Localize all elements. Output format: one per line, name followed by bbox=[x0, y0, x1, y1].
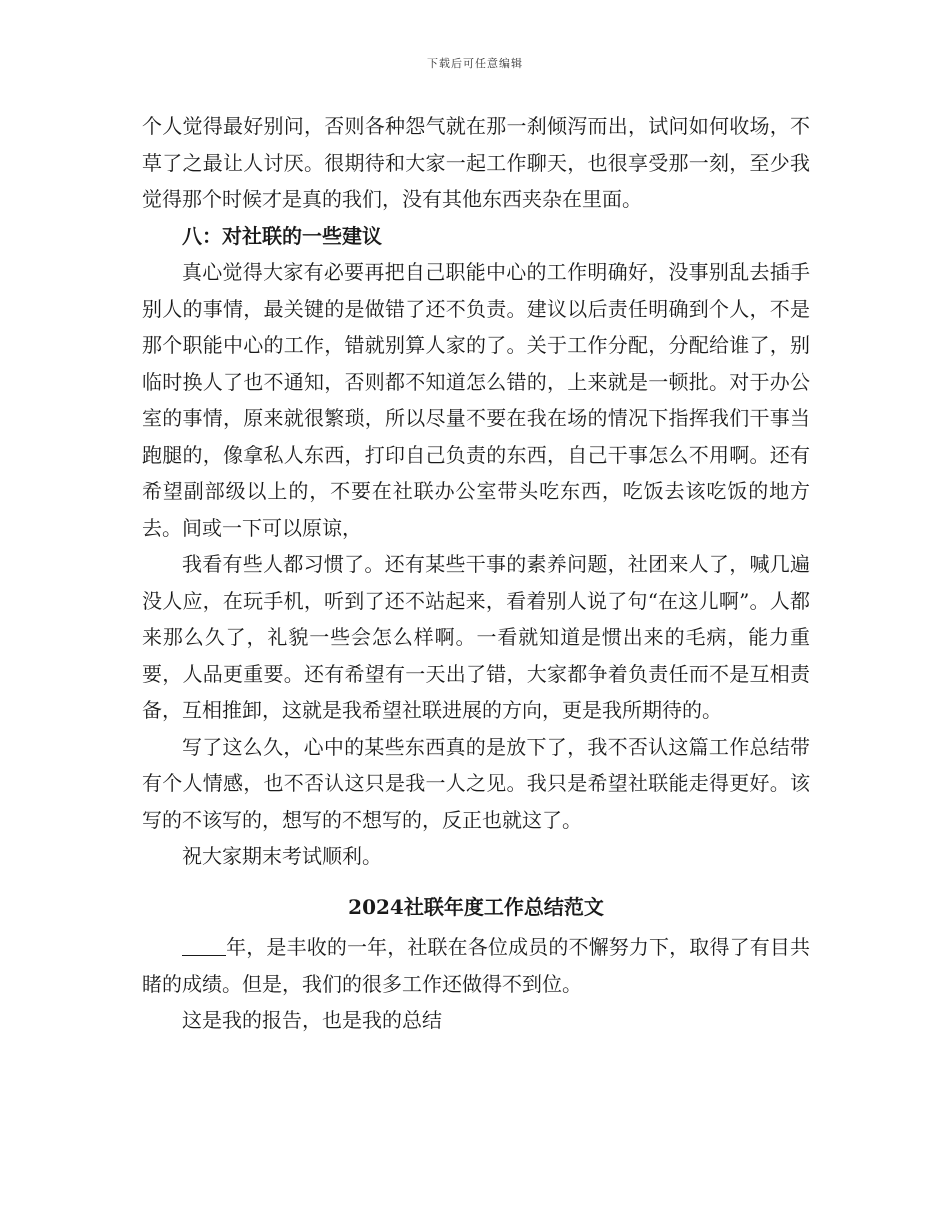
paragraph: 个人觉得最好别问，否则各种怨气就在那一刹倾泻而出，试问如何收场，不草了之最让人讨厌。很期待和大家一起工作聊天，也很享受那一刻，至少我觉得那个时候才是真的我们，没有其他东西夹杂在里面。 bbox=[142, 114, 810, 211]
paragraph-text: 年，是丰收的一年，社联在各位成员的不懈努力下，取得了有目共睹的成绩。但是，我们的很多工作还做得不到位。 bbox=[142, 935, 810, 996]
paragraph: 这是我的报告，也是我的总结 bbox=[182, 1008, 442, 1032]
document-title: 2024社联年度工作总结范文 bbox=[348, 894, 604, 919]
fill-in-blank bbox=[182, 935, 226, 956]
paragraph: 真心觉得大家有必要再把自己职能中心的工作明确好，没事别乱去插手别人的事情，最关键的是做错了还不负责。建议以后责任明确到个人，不是那个职能中心的工作，错就别算人家的了。关于工作分配，分配给谁了，别临时换人了也不通知，否则都不知道怎么错的，上来就是一顿批。对于办公室的事情，原来就很繁琐，所以尽量不要在我在场的情况下指挥我们干事当跑腿的，像拿私人东西，打印自己负责的东西，自己干事怎么不用啊。还有希望副部级以上的，不要在社联办公室带头吃东西，吃饭去该吃饭的地方去。间或一下可以原谅， bbox=[142, 260, 810, 540]
page-header: 下载后可任意编辑 bbox=[427, 57, 523, 70]
paragraph bbox=[142, 929, 810, 1002]
paragraph: 祝大家期末考试顺利。 bbox=[182, 844, 382, 868]
section-heading: 八：对社联的一些建议 bbox=[182, 223, 382, 248]
document-body bbox=[142, 108, 810, 1039]
paragraph: 写了这么久，心中的某些东西真的是放下了，我不否认这篇工作总结带有个人情感，也不否认这只是我一人之见。我只是希望社联能走得更好。该写的不该写的，想写的不想写的，反正也就这了。 bbox=[142, 734, 810, 832]
paragraph: 我看有些人都习惯了。还有某些干事的素养问题，社团来人了，喊几遍没人应，在玩手机，听到了还不站起来，看着别人说了句“在这儿啊”。人都来那么久了，礼貌一些会怎么样啊。一看就知道是惯出来的毛病，能力重要，人品更重要。还有希望有一天出了错，大家都争着负责任而不是互相责备，互相推卸，这就是我希望社联进展的方向，更是我所期待的。 bbox=[142, 552, 810, 722]
